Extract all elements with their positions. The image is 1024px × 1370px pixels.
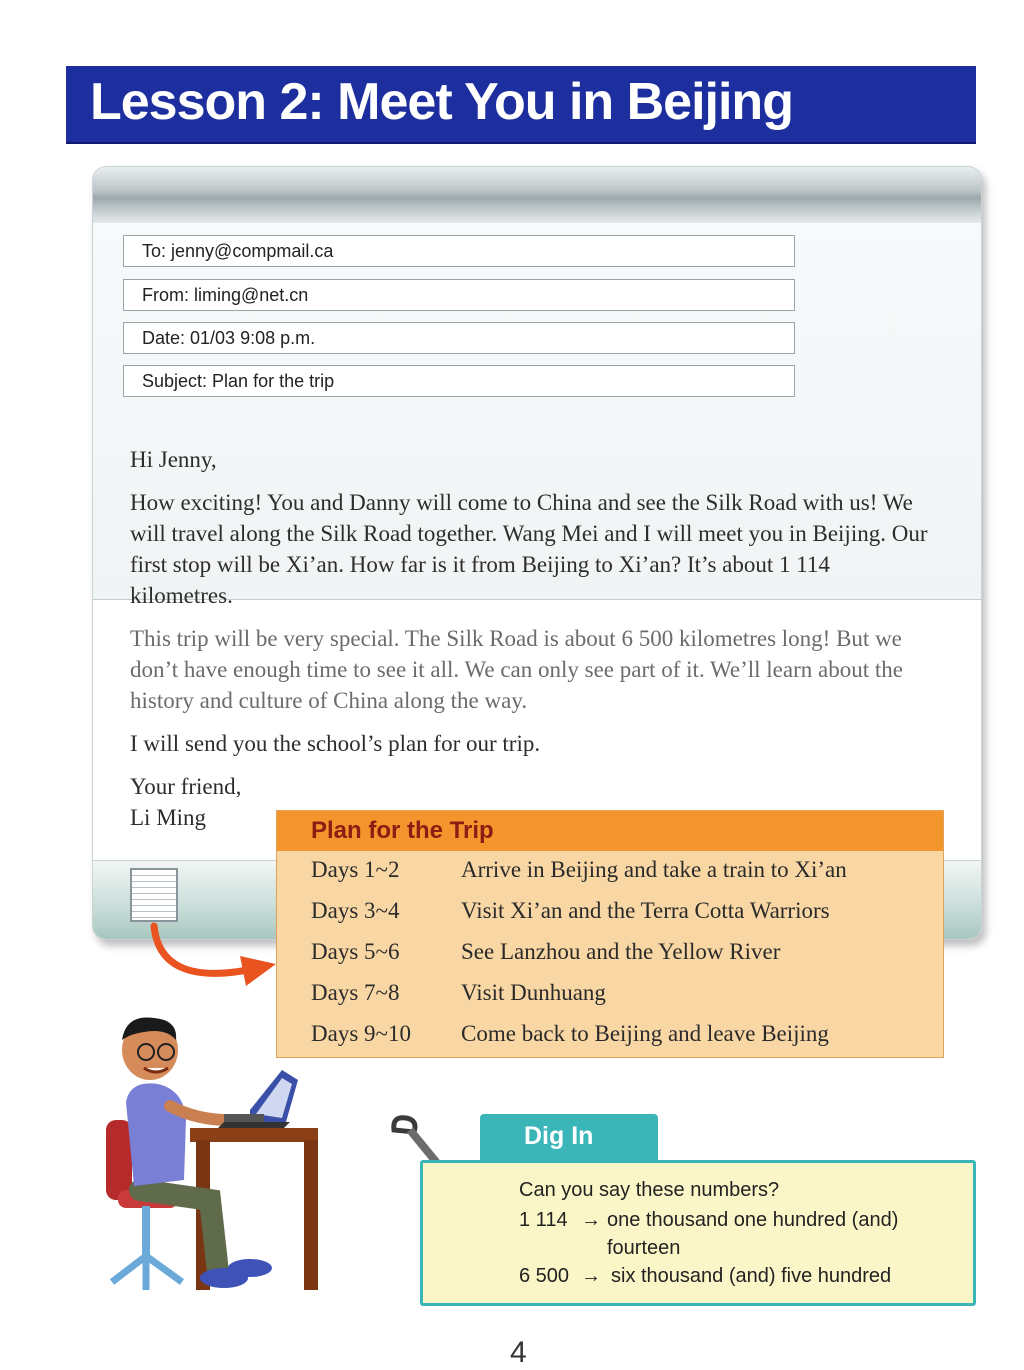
plan-activity: Visit Xi’an and the Terra Cotta Warriors [461,898,830,923]
letter-body [130,444,930,833]
lesson-title-bar [66,66,976,144]
dig-in-number-1: 1 114 [519,1209,568,1231]
arrow-icon: → [581,1265,601,1287]
page-number: 4 [510,1336,527,1369]
dig-in-number-1-words-cont: fourteen [607,1237,681,1259]
plan-days: Days 3~4 [311,898,400,923]
plan-days: Days 9~10 [311,1021,411,1046]
table-row [277,974,943,1015]
dig-in-title: Dig In [524,1122,594,1150]
lesson-title: Lesson 2: Meet You in Beijing [90,73,793,131]
table-row [277,1015,943,1056]
attachment-document-icon[interactable] [130,868,178,922]
dig-in-number-2: 6 500 [519,1265,570,1287]
dig-in-number-2-words: six thousand (and) five hundred [611,1265,892,1287]
letter-paragraph-1: How exciting! You and Danny will come to China and see the Silk Road with us! We will travel along the Silk Road together. Wang Mei and I will meet you in Beijing. Our first stop will be Xi’an. How far is it from Beijing to Xi’an? It’s about 1 114 kilometres. [130,490,928,608]
table-row [277,933,943,974]
dig-in-number-1-words: one thousand one hundred (and) [607,1209,899,1231]
subject-field[interactable]: Subject: Plan for the trip [123,365,795,397]
table-row [277,892,943,933]
table-row [277,851,943,892]
plan-activity: Come back to Beijing and leave Beijing [461,1021,829,1046]
plan-days: Days 5~6 [311,939,400,964]
plan-days: Days 7~8 [311,980,400,1005]
letter-greeting: Hi Jenny, [130,447,217,472]
letter-signature: Li Ming [130,805,207,830]
date-field[interactable]: Date: 01/03 9:08 p.m. [123,322,795,354]
trip-plan-title: Plan for the Trip [311,817,494,844]
dig-in-question: Can you say these numbers? [519,1179,780,1201]
plan-activity: Visit Dunhuang [461,980,606,1005]
email-window-titlebar [93,167,981,223]
letter-paragraph-2: This trip will be very special. The Silk Road is about 6 500 kilometres long! But we don’t have enough time to see it all. We can only see part of it. We’ll learn about the history and culture of China along the way. [130,626,903,713]
plan-days: Days 1~2 [311,857,400,882]
boy-at-computer-illustration [100,1010,340,1300]
dig-in-tab [480,1114,658,1162]
curved-arrow-icon [140,920,290,1000]
letter-closing: Your friend, [130,774,242,799]
plan-activity: Arrive in Beijing and take a train to Xi’an [461,857,847,882]
to-field[interactable]: To: jenny@compmail.ca [123,235,795,267]
arrow-icon: → [581,1209,601,1231]
trip-plan-header [277,811,943,851]
dig-in-box [420,1160,976,1306]
plan-activity: See Lanzhou and the Yellow River [461,939,781,964]
trip-plan-table [276,810,944,1058]
from-field[interactable]: From: liming@net.cn [123,279,795,311]
letter-paragraph-3: I will send you the school’s plan for our trip. [130,731,541,756]
